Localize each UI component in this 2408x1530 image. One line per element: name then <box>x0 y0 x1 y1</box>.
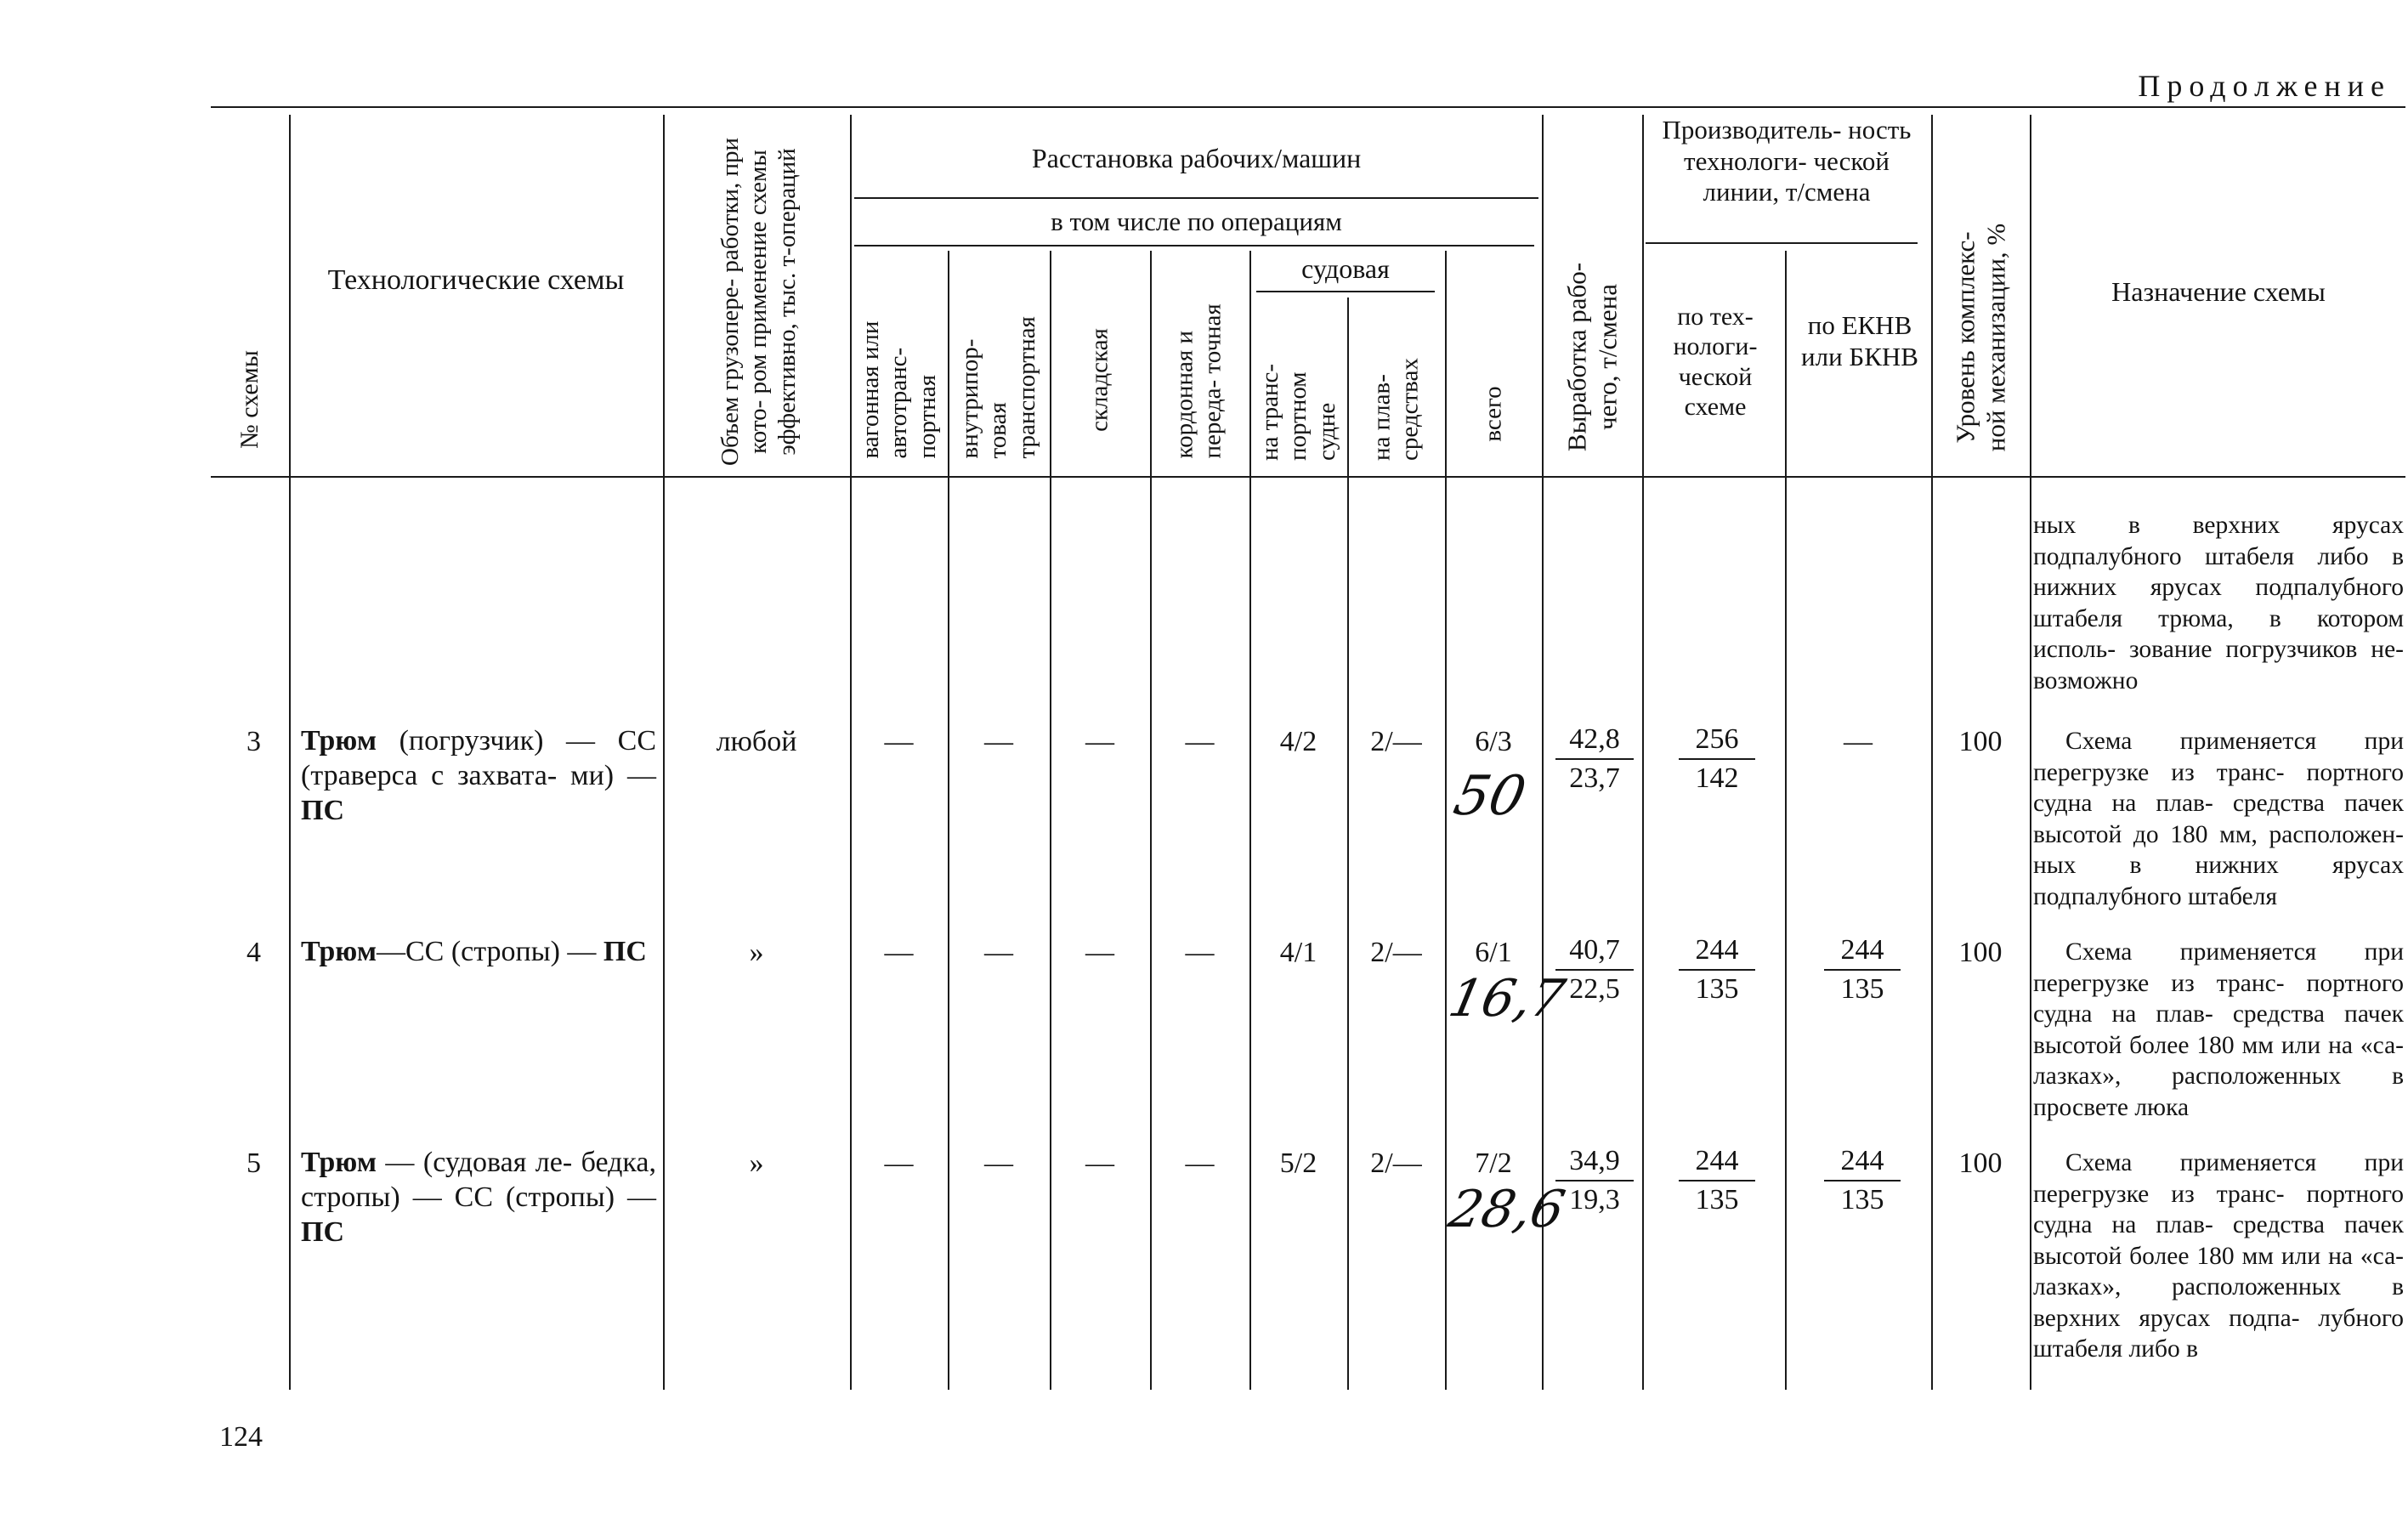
row-eknv: — <box>1844 726 1873 757</box>
continuation-label: Продолжение <box>2138 69 2391 103</box>
row-inner: — <box>984 937 1013 968</box>
row-productivity: $\frac{244}{135}$ <box>1679 1142 1755 1219</box>
vline-14 <box>2030 115 2031 1390</box>
header-by-eknv: по ЕКНВ или БКНВ <box>1801 310 1918 371</box>
vline-6 <box>1150 251 1152 1390</box>
row-scheme-no: 4 <box>246 937 261 968</box>
row-wagon: — <box>884 937 914 968</box>
row-inner: — <box>984 726 1013 757</box>
row-handwritten-note: 50 <box>1448 765 1532 828</box>
row-output: $\frac{34,9}{19,3}$ <box>1555 1142 1634 1219</box>
row-volume: » <box>749 937 764 968</box>
row-warehouse: — <box>1085 1148 1114 1179</box>
productivity-subrule <box>1646 242 1918 244</box>
row-scheme-no: 3 <box>246 726 261 757</box>
row-mechanization: 100 <box>1958 726 2003 757</box>
vline-1 <box>289 115 291 1390</box>
row-cordon: — <box>1185 726 1215 757</box>
row-productivity: $\frac{244}{135}$ <box>1679 932 1755 1008</box>
row-tech-scheme: Трюм—СС (стропы) — ПС <box>301 936 647 967</box>
purpose-note-intro: ных в верхних ярусах подпалубного штабеля либо в нижних ярусах подпалубного штабеля трюма, в котором исполь- зование погрузчиков не- возможно <box>2033 512 2404 694</box>
row-ship-transport: 5/2 <box>1279 1148 1317 1179</box>
row-volume: любой <box>716 726 797 757</box>
row-tech-scheme: Трюм — (судовая ле- бедка, стропы) — СС (стропы) — ПС <box>301 1147 656 1248</box>
row-eknv: $\frac{244}{135}$ <box>1824 932 1901 1008</box>
header-placement: Расстановка рабочих/машин <box>1031 143 1362 173</box>
vline-9 <box>1445 251 1447 1390</box>
row-mechanization: 100 <box>1958 1148 2003 1179</box>
row-handwritten-note: 28,6 <box>1443 1180 1571 1239</box>
vline-8 <box>1347 298 1349 1390</box>
vline-4 <box>948 251 949 1390</box>
row-cordon: — <box>1185 1148 1215 1179</box>
vline-7 <box>1249 251 1251 1390</box>
row-ship-floating: 2/— <box>1370 1148 1422 1179</box>
page-number: 124 <box>219 1421 263 1453</box>
row-purpose-note: Схема применяется при перегрузке из транс- портного судна на плав- средства пачек высотой более 180 мм или на «са- лазках», расположенных в просвете люка <box>2033 938 2404 1121</box>
row-tech-scheme: Трюм (погрузчик) — СС (траверса с захвата- ми) — ПС <box>301 725 656 826</box>
row-mechanization: 100 <box>1958 937 2003 968</box>
header-productivity: Производитель- ность технологи- ческой линии, т/смена <box>1662 115 1912 207</box>
row-wagon: — <box>884 726 914 757</box>
row-volume: » <box>749 1148 764 1179</box>
table-top-rule <box>211 106 2405 108</box>
header-by-scheme: по тех- нологи- ческой схеме <box>1673 303 1758 422</box>
row-total: 7/2 <box>1475 1148 1512 1179</box>
row-purpose-note: Схема применяется при перегрузке из транс- портного судна на плав- средства пачек высотой более 180 мм или на «са- лазках», расположенных в верхних ярусах подпа- лубного штабеля либо в <box>2033 1149 2404 1363</box>
row-total: 6/3 <box>1475 726 1512 757</box>
vline-12 <box>1785 251 1787 1390</box>
vline-11 <box>1642 115 1644 1390</box>
row-ship-floating: 2/— <box>1370 726 1422 757</box>
row-warehouse: — <box>1085 726 1114 757</box>
header-tech-schemes: Технологические схемы <box>327 264 625 296</box>
ship-subrule <box>1256 291 1435 292</box>
row-ship-transport: 4/2 <box>1279 726 1317 757</box>
vline-5 <box>1050 251 1051 1390</box>
row-output: $\frac{40,7}{22,5}$ <box>1555 932 1634 1008</box>
row-ship-floating: 2/— <box>1370 937 1422 968</box>
header-bottom-rule <box>211 476 2405 478</box>
row-productivity: $\frac{256}{142}$ <box>1679 721 1755 797</box>
header-by-operations: в том числе по операциям <box>1051 207 1342 236</box>
operations-subrule <box>854 245 1534 246</box>
row-ship-transport: 4/1 <box>1279 937 1317 968</box>
row-handwritten-note: 16,7 <box>1443 969 1571 1028</box>
row-warehouse: — <box>1085 937 1114 968</box>
row-cordon: — <box>1185 937 1215 968</box>
row-purpose-note: Схема применяется при перегрузке из транс- портного судна на плав- средства пачек высотой до 180 мм, расположен- ных в нижних ярусах подпалубного штабеля <box>2033 728 2404 910</box>
row-scheme-no: 5 <box>246 1148 261 1179</box>
row-total: 6/1 <box>1475 937 1512 968</box>
row-wagon: — <box>884 1148 914 1179</box>
placement-subrule <box>854 197 1538 199</box>
row-output: $\frac{42,8}{23,7}$ <box>1555 721 1634 797</box>
row-inner: — <box>984 1148 1013 1179</box>
row-eknv: $\frac{244}{135}$ <box>1824 1142 1901 1219</box>
header-ship: судовая <box>1301 253 1390 284</box>
header-purpose: Назначение схемы <box>2111 276 2326 307</box>
